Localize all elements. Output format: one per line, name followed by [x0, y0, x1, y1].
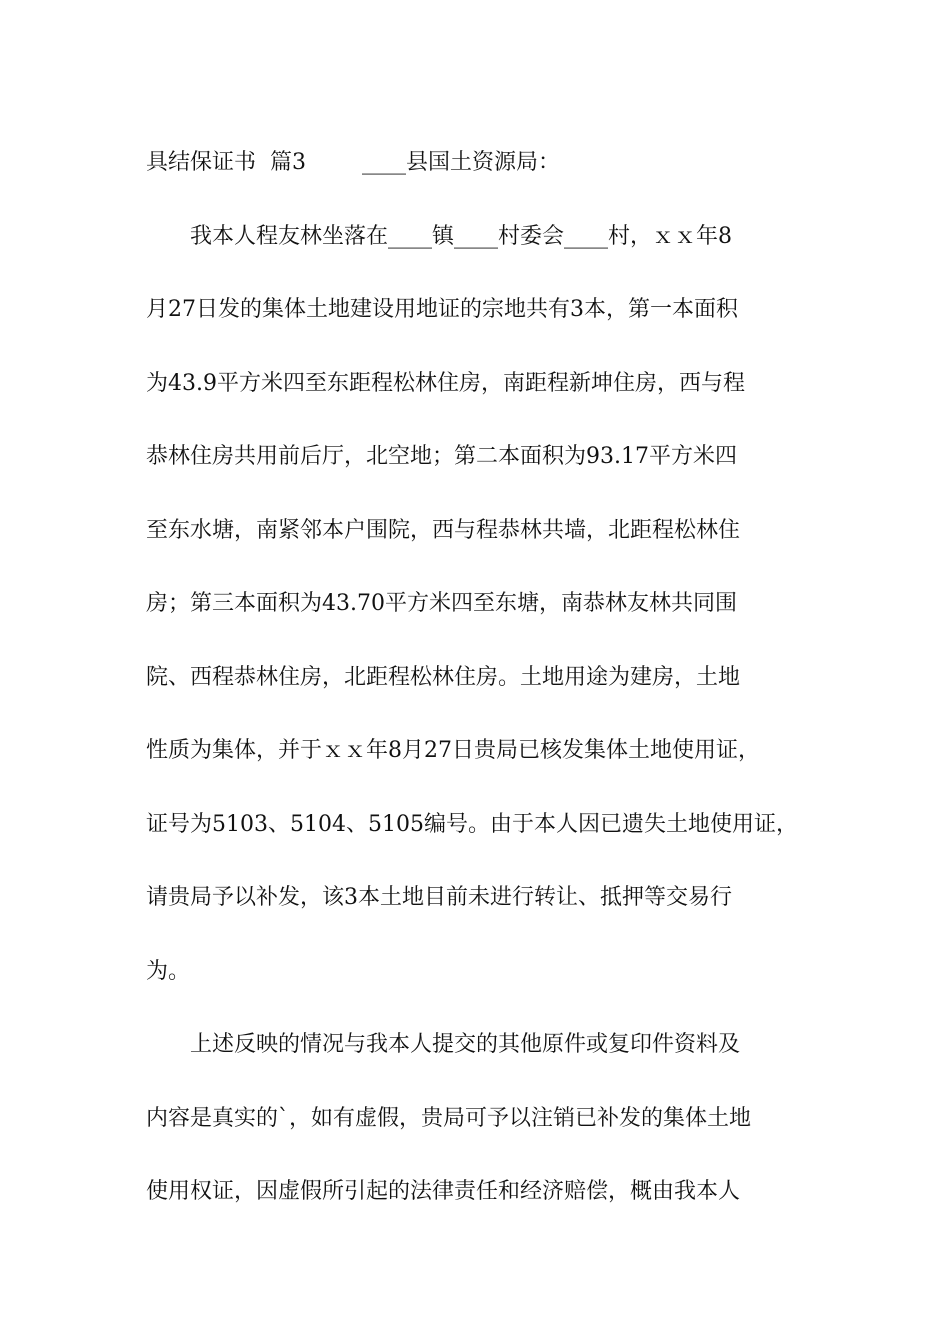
text-line: 性质为集体，并于ｘｘ年8月27日贵局已核发集体土地使用证，	[146, 738, 760, 763]
paragraph-2	[146, 1008, 806, 1229]
text-line: 房；第三本面积为43.70平方米四至东塘，南恭林友林共同围	[146, 591, 737, 616]
addressee: ____县国土资源局：	[361, 150, 560, 175]
text-line: 恭林住房共用前后厅，北空地；第二本面积为93.17平方米四	[146, 444, 737, 469]
text-line: 我本人程友林坐落在____镇____村委会____村，ｘｘ年8	[146, 223, 732, 249]
heading-line	[146, 126, 806, 200]
text-line: 使用权证，因虚假所引起的法律责任和经济赔偿，概由我本人	[146, 1179, 741, 1204]
document-body	[146, 126, 806, 1229]
text-line: 请贵局予以补发，该3本土地目前未进行转让、抵押等交易行	[146, 885, 732, 910]
text-line: 证号为5103、5104、5105编号。由于本人因已遗失土地使用证，	[146, 811, 798, 837]
text-line: 内容是真实的`，如有虚假，贵局可予以注销已补发的集体土地	[146, 1105, 752, 1131]
text-line: 为43.9平方米四至东距程松林住房，南距程新坤住房，西与程	[146, 370, 745, 396]
text-line: 上述反映的情况与我本人提交的其他原件或复印件资料及	[146, 1032, 741, 1057]
document-title: 具结保证书 篇3	[146, 150, 306, 175]
text-line: 至东水塘，南紧邻本户围院，西与程恭林共墙，北距程松林住	[146, 517, 741, 543]
paragraph-1	[146, 200, 806, 1009]
text-line: 为。	[146, 958, 191, 984]
text-line: 院、西程恭林住房，北距程松林住房。土地用途为建房，土地	[146, 664, 741, 690]
text-line: 月27日发的集体土地建设用地证的宗地共有3本，第一本面积	[146, 297, 738, 322]
